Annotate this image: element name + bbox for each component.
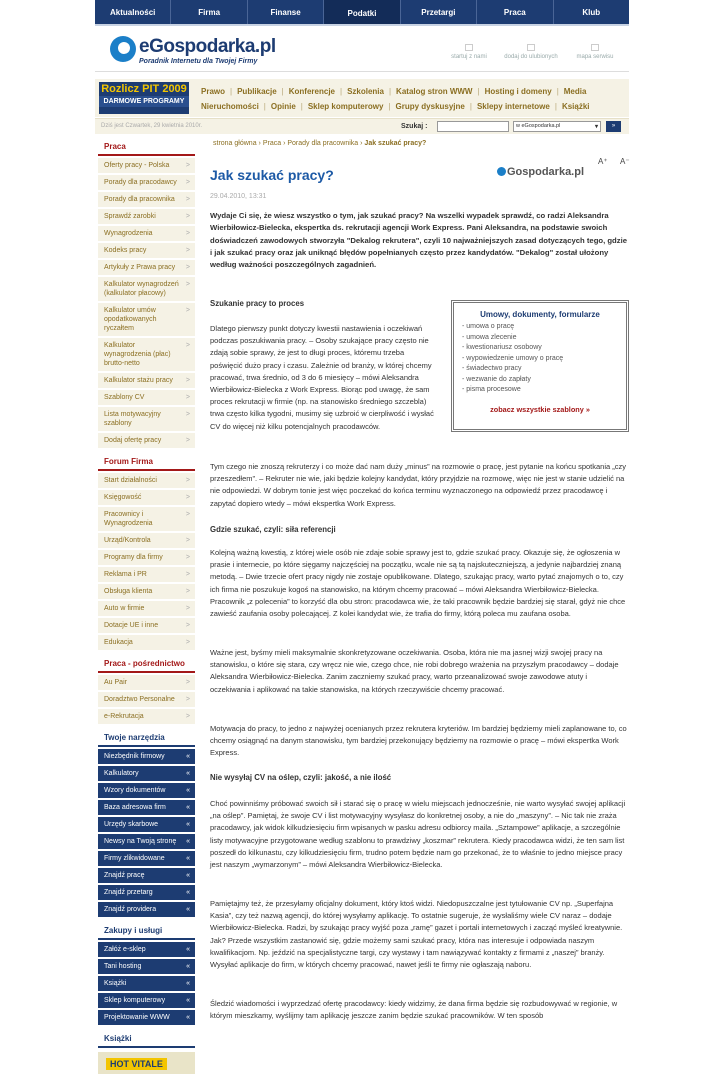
portal-links-bar	[95, 79, 629, 117]
site-logo[interactable]: eGospodarka.pl	[139, 36, 276, 57]
sidebar-item[interactable]: Reklama i PR >	[98, 567, 195, 582]
sidebar-item[interactable]: Kalkulator umów opodatkowanych ryczałtem >	[98, 303, 195, 336]
tools-item[interactable]: Wzory dokumentów «	[98, 783, 195, 798]
search-input[interactable]	[437, 121, 509, 132]
sidebar-item[interactable]: Księgowość >	[98, 490, 195, 505]
font-increase-button[interactable]: A⁺	[598, 157, 608, 166]
shop-item[interactable]: Projektowanie WWW «	[98, 1010, 195, 1025]
article-subheading: Szukanie pracy to proces	[210, 299, 305, 308]
sidebar-item[interactable]: Dotacje UE i inne >	[98, 618, 195, 633]
template-link[interactable]: - umowa o pracę	[462, 323, 515, 330]
sidebar-item[interactable]: Obsługa klienta >	[98, 584, 195, 599]
tools-item[interactable]: Znajdź providera «	[98, 902, 195, 917]
tools-item[interactable]: Niezbędnik firmowy «	[98, 749, 195, 764]
sidebar-item[interactable]: Dodaj ofertę pracy >	[98, 433, 195, 448]
link-sklep[interactable]: Sklep komputerowy	[307, 102, 384, 111]
tools-item[interactable]: Newsy na Twoją stronę «	[98, 834, 195, 849]
article-subheading: Nie wysyłaj CV na oślep, czyli: jakość, a nie ilość	[210, 773, 392, 782]
tools-item[interactable]: Znajdź pracę «	[98, 868, 195, 883]
sidebar-heading-posrednictwo: Praca - pośrednictwo	[98, 656, 195, 673]
bookmark-icon	[527, 44, 535, 51]
link-szkolenia[interactable]: Szkolenia	[347, 87, 384, 96]
sidebar-item[interactable]: Programy dla firmy >	[98, 550, 195, 565]
nav-praca[interactable]: Praca	[477, 0, 553, 24]
current-date: Dziś jest Czwartek, 29 kwietnia 2010r.	[101, 123, 203, 129]
top-navigation	[95, 0, 629, 26]
logo-globe-icon	[497, 167, 506, 176]
link-grupy[interactable]: Grupy dyskusyjne	[395, 102, 465, 111]
search-scope-select[interactable]	[513, 121, 601, 132]
sidebar-heading-books: Książki	[98, 1031, 195, 1048]
template-link[interactable]: - umowa zlecenie	[462, 333, 517, 341]
search-label: Szukaj :	[401, 123, 428, 130]
breadcrumb-separator: ›	[256, 140, 263, 147]
link-katalog[interactable]: Katalog stron WWW	[396, 87, 473, 96]
breadcrumb-praca[interactable]: Praca	[262, 140, 282, 147]
article-lead: Wydaje Ci się, że wiesz wszystko o tym, jak szukać pracy? Na wszelki wypadek sprawdź, co radzi Aleksandra Wierbiłowicz-Bielecka, ekspertka ds. rekrutacji agencji Work Express. Pani Aleksandra, na podstawie swoich doświadczeń zawodowych stworzyła "Dekalog rekrutera", czyli 10 najważniejszych zasad dotyczących tego, gdzie i jak szukać pracy oraz jak uniknąć błędów popełnianych często przez kandydatów. "Dekalog" został ułożony według ważności poszczególnych zagadnień.	[210, 211, 627, 270]
breadcrumb-separator: ›	[281, 140, 288, 147]
article-paragraph: Kolejną ważną kwestią, z której wiele osób nie zdaje sobie sprawy jest to, gdzie szukać pracy. Okazuje się, że ogłoszenia w prasie i internecie, po które sięgamy najczęściej na początku, wcale nie są tą najskuteczniejszą, a jedynie najbardziej znaną metodą. – Dwie trzecie ofert pracy nigdy nie zostaje opublikowane. Dlatego, szukając pracy, warto pytać znajomych o to, czy ich firma nie poszukuje kogoś na stanowisko, na którym chcemy pracować – mówi Aleksandra Wierbiłowicz-Bielecka. Pracownik „z polecenia” to korzyść dla obu stron: pracodawca wie, że taki pracownik będzie bardziej się starał, gdyż nie chce zawieść zaufania osoby polecającej. Z kolei kandydat wie, że trafia do firmy, którą poleca mu zaufana osoba.	[210, 548, 626, 619]
sidebar-item[interactable]: Doradztwo Personalne >	[98, 692, 195, 707]
shop-item[interactable]: Sklep komputerowy «	[98, 993, 195, 1008]
link-media[interactable]: Media	[563, 87, 587, 96]
sidebar-item[interactable]: Kalkulator stażu pracy >	[98, 373, 195, 388]
sidebar-heading-forum: Forum Firma	[98, 454, 195, 471]
article-paragraph: Tym czego nie znoszą rekruterzy i co może dać nam duży „minus” na rozmowie o pracę, jest pytanie na końcu spotkania „czy przeszedłem”. – Rekruter nie wie, jaki będzie kolejny kandydat, który przyjdzie na rozmowę, więc nie jest w stanie udzielić na nie odpowiedzi. W dobrym tonie jest więc poczekać do końca terminu wyznaczonego na odpowiedź przez pracodawcę i zapytać dopiero wtedy – mówi ekspertka Work Express.	[210, 462, 627, 508]
pit-promo-banner[interactable]	[99, 82, 189, 114]
sidebar-item[interactable]: e-Rekrutacja >	[98, 709, 195, 724]
sidebar-item[interactable]: Start działalności >	[98, 473, 195, 488]
sidebar-item[interactable]: Porady dla pracownika >	[98, 192, 195, 207]
template-link[interactable]: - wezwanie do zapłaty	[462, 375, 531, 383]
promo-title: Rozlicz PIT 2009	[101, 83, 187, 95]
article-paragraph: Pamiętajmy też, że przesyłamy oficjalny dokument, który ktoś widzi. Niedopuszczalne jest tytułowanie CV np. „Superfajna Kasia”, czy też nazwą agencji, do której wysyłamy aplikację. To ostatnie sugeruje, że wysłaliśmy wiele CV naraz – dodaje Wierbiłowicz-Bielecka. Radzi, by szukając pracy wyjść poza „ramę” gazet i portali internetowych i zacząć myśleć kreatywnie. Jak? Przede wszystkim zastanowić się, gdzie możemy sami szukać pracy, która nas interesuje i odpowiada naszym kwalifikacjom. Np. jeździć na specjalistyczne targi, czy wystawy i tam nawiązywać kontakty z firmami z „naszej” branży. Wysyłać aplikacje do firm, w których chcemy pracować, nawet jeśli te firmy nie ogłaszają naboru.	[210, 899, 623, 970]
breadcrumb-home[interactable]: strona główna	[213, 140, 257, 147]
books-banner-text: HOT VITALE	[106, 1058, 167, 1070]
tools-item[interactable]: Znajdź przetarg «	[98, 885, 195, 900]
startuj-label: startuj z nami	[451, 54, 487, 60]
portal-links: Prawo | Publikacje | Konferencje | Szkolenia | Katalog stron WWW | Hosting i domeny | Media Nieruchomości | Opinie | Sklep komputerowy | Grupy dyskusyjne | Sklepy internetowe | Książki	[201, 87, 590, 111]
link-hosting[interactable]: Hosting i domeny	[484, 87, 552, 96]
nav-przetargi[interactable]: Przetargi	[401, 0, 477, 24]
article-paragraph: Śledzić wiadomości i wyprzedzać ofertę pracodawcy: kiedy widzimy, że dana firma będzie się rozbudowywać w regionie, w którym mieszkamy, wyślijmy tam aplikację jeszcze zanim będzie szukać pracowników. W ten sposób	[210, 999, 618, 1021]
article-paragraph: Choć powinniśmy próbować swoich sił i starać się o pracę w wielu miejscach jednocześnie, nie warto wysyłać swojej aplikacji „na oślep”. Pamiętaj, że swoje CV i list motywacyjny wysyłasz do konkretnej osoby, a nie do „maszyny”. – Nic tak nie zraża pracodawcy, jak widok kilkudziesięciu firm wpisanych w pasku adresu odbiorcy maila. „Sztampowe” aplikacje, a szczególnie listy motywacyjne przygotowane według szablonu to prawdziwy „koszmar” rekrutera. Kiedy pracodawca widzi, że ten sam list poszedł do kilkunastu, czy kilkudziesięciu firm, trudno potem będzie nam go przekonać, że to właśnie to jedno miejsce pracy jest naszym „wymarzonym” – mówi Aleksandra Wierbiłowicz-Bielecka.	[210, 799, 626, 870]
search-button[interactable]: »	[606, 121, 621, 132]
shop-item[interactable]: Załóż e-sklep «	[98, 942, 195, 957]
nav-klub[interactable]: Klub	[582, 7, 601, 17]
article-title: Jak szukać pracy?	[210, 167, 334, 183]
mapa-label: mapa serwisu	[576, 54, 614, 60]
nav-podatki[interactable]: Podatki	[324, 0, 400, 24]
sidebar-item[interactable]: Kalkulator wynagrodzenia (płac) brutto-netto >	[98, 338, 195, 371]
breadcrumb	[210, 139, 629, 147]
logo-bar	[95, 26, 629, 72]
breadcrumb-porady[interactable]: Porady dla pracownika	[287, 140, 359, 147]
logo-globe-icon[interactable]	[110, 36, 136, 62]
tools-item[interactable]: Firmy zlikwidowane «	[98, 851, 195, 866]
sidebar-item[interactable]: Pracownicy i Wynagrodzenia >	[98, 507, 195, 531]
home-icon	[465, 44, 473, 51]
chevron-down-icon: ▾	[594, 124, 598, 130]
startuj-link[interactable]	[439, 44, 499, 60]
template-link[interactable]: - kwestionariusz osobowy	[462, 344, 542, 351]
template-link[interactable]: - pisma procesowe	[462, 386, 521, 393]
sidebar-item[interactable]: Lista motywacyjny szablony >	[98, 407, 195, 431]
books-banner[interactable]	[98, 1052, 195, 1074]
sidebar-heading-praca: Praca	[98, 139, 195, 156]
template-link[interactable]: - wypowiedzenie umowy o pracę	[462, 354, 564, 362]
link-opinie[interactable]: Opinie	[270, 102, 296, 111]
sitemap-icon	[591, 44, 599, 51]
sidebar-item[interactable]: Wynagrodzenia >	[98, 226, 195, 241]
site-tagline: Poradnik Internetu dla Twojej Firmy	[139, 58, 258, 65]
article-main	[210, 139, 630, 1021]
article-source-logo	[497, 166, 584, 178]
shop-item[interactable]: Książki «	[98, 976, 195, 991]
sidebar	[98, 139, 195, 1074]
article-paragraph: Ważne jest, byśmy mieli maksymalnie skonkretyzowane oczekiwania. Osoba, która nie ma jasnej wizji swojej pracy na stanowisku, o które się stara, czy wręcz nie wie, czego chce, nie robi dobrego wrażenia na przyszłym pracodawcy – dodaje Aleksandra Wierbiłowicz-Bielecka. Zanim zaczniemy szukać pracy, warto przeanalizować swoje zawodowe atuty i oczekiwania i aplikować na takie stanowiska, na których rzeczywiście chcemy pracować.	[210, 648, 619, 694]
tools-item[interactable]: Baza adresowa firm «	[98, 800, 195, 815]
sidebar-item[interactable]: Kalkulator wynagrodzeń (kalkulator płacowy) >	[98, 277, 195, 301]
link-ksiazki[interactable]: Książki	[561, 102, 590, 111]
sidebar-item[interactable]: Artykuły z Prawa pracy >	[98, 260, 195, 275]
sidebar-item[interactable]: Szablony CV >	[98, 390, 195, 405]
sidebar-item[interactable]: Kodeks pracy >	[98, 243, 195, 258]
shop-item[interactable]: Tani hosting «	[98, 959, 195, 974]
nav-firma[interactable]: Firma	[171, 0, 247, 24]
article-date: 29.04.2010, 13:31	[210, 193, 267, 200]
article-paragraph: Dlatego pierwszy punkt dotyczy kwestii nastawienia i oczekiwań podczas poszukiwania pracy. – Osoby szukające pracy często nie zdają sobie sprawy, że jest to długi proces, któremu trzeba poświęcić dużo pracy i czasu. Zależnie od branży, w której chcemy pracować, trwa średnio, od 3 do 6 miesięcy – mówi Aleksandra Wierbiłowicz-Bielecka z Work Express. Biorąc pod uwagę, że sam proces rekrutacji w firmie (np. na stanowisko średniego szczebla) trwa często kilka tygodni, musimy się uzbroić w cierpliwość i wysłać CV do więcej niż kilku potencjalnych pracodawców.	[210, 324, 434, 431]
sidebar-heading-tools: Twoje narzędzia	[98, 730, 195, 747]
article-paragraph: Motywacja do pracy, to jedno z najwyżej ocenianych przez rekrutera kryteriów. Im bardziej będziemy mieli zaplanowane to, co chcemy osiągnąć na danym stanowisku, tym bardziej przekonujący będziemy na rozmowie o pracę – mówi ekspertka Work Express.	[210, 724, 627, 758]
ulubione-link[interactable]	[501, 44, 561, 60]
sidebar-item[interactable]: Sprawdź zarobki >	[98, 209, 195, 224]
breadcrumb-current: Jak szukać pracy?	[364, 140, 427, 147]
sidebar-item[interactable]: Porady dla pracodawcy >	[98, 175, 195, 190]
tools-item[interactable]: Kalkulatory «	[98, 766, 195, 781]
link-sklepy[interactable]: Sklepy internetowe	[476, 102, 550, 111]
ulubione-label: dodaj do ulubionych	[504, 54, 558, 60]
mapa-link[interactable]	[565, 44, 625, 60]
date-search-bar	[95, 118, 629, 134]
font-decrease-button[interactable]: A⁻	[620, 157, 630, 166]
tools-item[interactable]: Urzędy skarbowe «	[98, 817, 195, 832]
promo-subtitle: DARMOWE PROGRAMY	[99, 96, 189, 107]
link-publikacje[interactable]: Publikacje	[237, 87, 277, 96]
search-scope-value: w eGospodarka.pl	[516, 123, 561, 129]
link-nieruchomosci[interactable]: Nieruchomości	[201, 102, 259, 111]
all-templates-link[interactable]: zobacz wszystkie szablony »	[490, 404, 590, 414]
link-konferencje[interactable]: Konferencje	[288, 87, 335, 96]
sidebar-item[interactable]: Oferty pracy - Polska >	[98, 158, 195, 173]
templates-box	[451, 300, 629, 432]
breadcrumb-separator: ›	[358, 140, 365, 147]
nav-aktualnosci[interactable]: Aktualności	[95, 0, 171, 24]
nav-finanse[interactable]: Finanse	[248, 0, 324, 24]
template-link[interactable]: - świadectwo pracy	[462, 365, 522, 372]
sidebar-item[interactable]: Edukacja >	[98, 635, 195, 650]
sidebar-item[interactable]: Au Pair >	[98, 675, 195, 690]
link-prawo[interactable]: Prawo	[201, 87, 226, 96]
sidebar-item[interactable]: Auto w firmie >	[98, 601, 195, 616]
article-source-name: Gospodarka.pl	[507, 166, 585, 178]
templates-box-title: Umowy, dokumenty, formularze	[480, 310, 600, 319]
sidebar-item[interactable]: Urząd/Kontrola >	[98, 533, 195, 548]
article-subheading: Gdzie szukać, czyli: siła referencji	[210, 525, 336, 534]
sidebar-heading-shop: Zakupy i usługi	[98, 923, 195, 940]
